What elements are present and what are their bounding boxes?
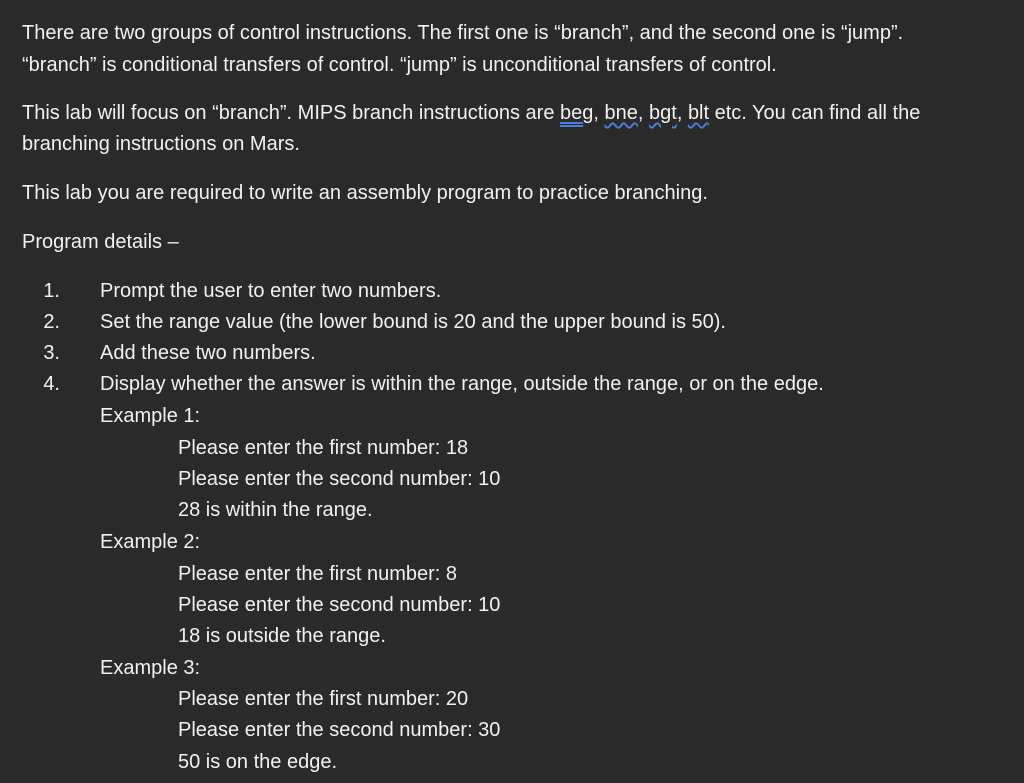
example-line: 18 is outside the range. [178, 625, 386, 647]
focus-prefix: This lab will focus on “branch”. MIPS branch instructions are [22, 102, 560, 124]
example-label: Example 3: [100, 657, 201, 679]
example-label: Example 1: [100, 405, 201, 427]
focus-suffix: etc. You can find all the [709, 102, 921, 124]
sep: , [676, 102, 688, 124]
instr-bgt: bgt [649, 102, 677, 124]
requirement-text: This lab you are required to write an assembly program to practice branching. [22, 182, 708, 204]
example-line: Please enter the second number: 10 [178, 594, 501, 616]
focus-line-1 [22, 100, 920, 126]
program-details-heading: Program details – [22, 231, 179, 253]
example-line: Please enter the second number: 10 [178, 468, 501, 490]
focus-line-2: branching instructions on Mars. [22, 133, 300, 155]
example-line: Please enter the first number: 8 [178, 563, 458, 585]
step-text: Display whether the answer is within the range, outside the range, or on the edge. [100, 373, 824, 395]
step-text: Prompt the user to enter two numbers. [100, 280, 442, 302]
example-line: 50 is on the edge. [178, 751, 338, 773]
example-line: Please enter the first number: 20 [178, 688, 469, 710]
sep: , [637, 102, 649, 124]
instr-bne: bne [604, 102, 638, 124]
example-line: 28 is within the range. [178, 499, 373, 521]
step-number: 4. [43, 373, 60, 395]
step-number: 1. [43, 280, 60, 302]
intro-line-2: “branch” is conditional transfers of control. “jump” is unconditional transfers of control. [22, 54, 777, 76]
intro-line-1: There are two groups of control instructions. The first one is “branch”, and the second one is “jump”. [22, 22, 904, 44]
instr-blt: blt [687, 102, 710, 124]
example-line: Please enter the second number: 30 [178, 719, 501, 741]
step-number: 2. [43, 311, 60, 333]
example-label: Example 2: [100, 531, 201, 553]
sep: , [593, 102, 605, 124]
example-line: Please enter the first number: 18 [178, 437, 469, 459]
instr-beg: beg [560, 102, 594, 124]
step-text: Add these two numbers. [100, 342, 316, 364]
step-number: 3. [43, 342, 60, 364]
step-text: Set the range value (the lower bound is 20 and the upper bound is 50). [100, 311, 726, 333]
